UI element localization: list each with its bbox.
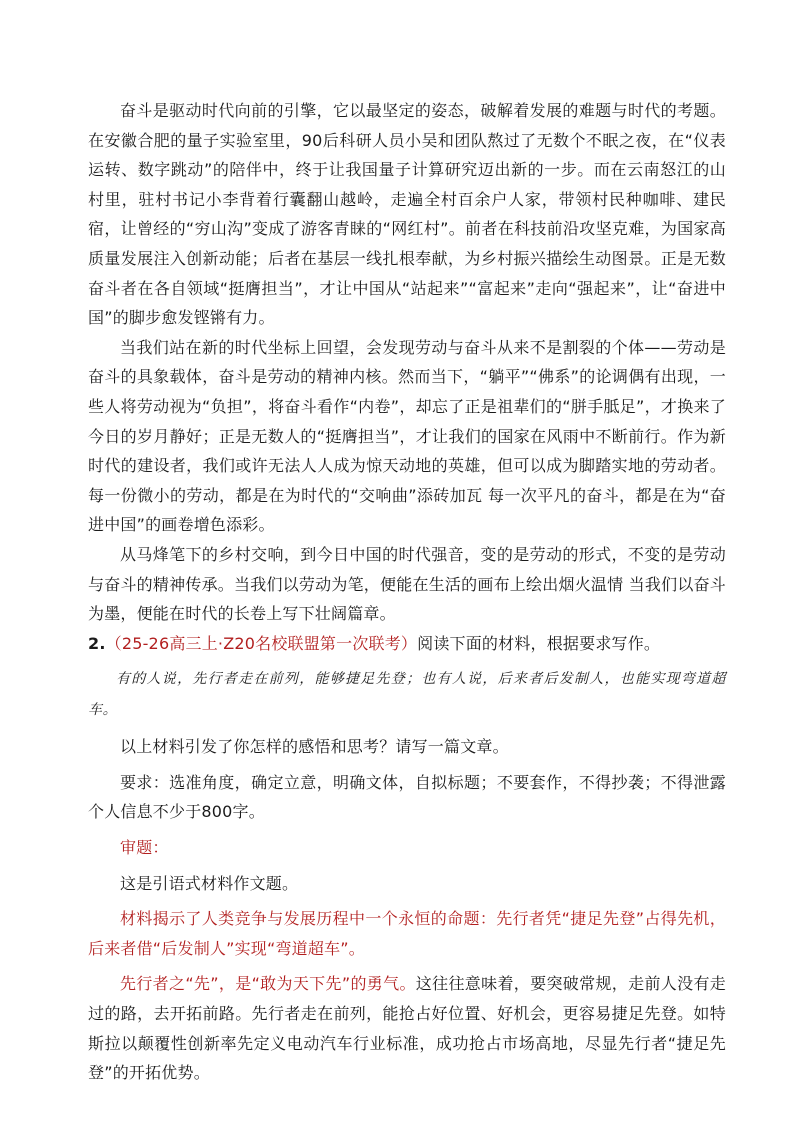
- analysis-paragraph-body: 这往往意味着，要突破常规，走前人没有走过的路，去开拓前路。先行者走在前列，能抢占好位置、好机会，更容易捷足先登。如特斯拉以颠覆性创新率先定义电动汽车行业标准，成功抢占市场高地，尽显先行者“捷足先登”的开拓优势。: [88, 974, 726, 1083]
- question-number: 2.: [88, 633, 106, 653]
- analysis-label: 审题：: [120, 838, 169, 858]
- question-material: 有的人说，先行者走在前列，能够捷足先登；也有人说，后来者后发制人，也能实现弯道超车。: [88, 671, 726, 719]
- question-prompt: 以上材料引发了你怎样的感悟和思考？请写一篇文章。: [120, 737, 509, 757]
- question-requirement: 要求：选准角度，确定立意，明确文体，自拟标题；不要套作，不得抄袭；不得泄露个人信息不少于800字。: [88, 772, 726, 822]
- essay-paragraph-1: 奋斗是驱动时代向前的引擎，它以最坚定的姿态，破解着发展的难题与时代的考题。在安徽合肥的量子实验室里，90后科研人员小吴和团队熬过了无数个不眠之夜，在“仪表运转、数字跳动”的陪伴中，终于让我国量子计算研究迈出新的一步。而在云南怒江的山村里，驻村书记小李背着行囊翻山越岭，走遍全村百余户人家，带领村民种咖啡、建民宿，让曾经的“穷山沟”变成了游客青睐的“网红村”。前者在科技前沿攻坚克难，为国家高质量发展注入创新动能；后者在基层一线扎根奉献，为乡村振兴描绘生动图景。正是无数奋斗者在各自领域“挺膺担当”，才让中国从“站起来”“富起来”走向“强起来”，让“奋进中国”的脚步愈发铿锵有力。: [88, 101, 726, 328]
- analysis-paragraph-lead: 先行者之“先”，是“敢为天下先”的勇气。: [120, 974, 416, 994]
- essay-paragraph-3: 从马烽笔下的乡村交响，到今日中国的时代强音，变的是劳动的形式，不变的是劳动与奋斗的精神传承。当我们以劳动为笔，便能在生活的画布上绘出烟火温情 当我们以奋斗为墨，便能在时代的长卷上写下壮阔篇章。: [88, 544, 726, 624]
- question-heading: [88, 629, 726, 659]
- essay-paragraph-2: 当我们站在新的时代坐标上回望，会发现劳动与奋斗从来不是割裂的个体——劳动是奋斗的具象载体，奋斗是劳动的精神内核。然而当下，“躺平”“佛系”的论调偶有出现，一些人将劳动视为“负担”，将奋斗看作“内卷”，却忘了正是祖辈们的“胼手胝足”，才换来了今日的岁月静好；正是无数人的“挺膺担当”，才让我们的国家在风雨中不断前行。作为新时代的建设者，我们或许无法人人成为惊天动地的英雄，但可以成为脚踏实地的劳动者。每一份微小的劳动，都是在为时代的“交响曲”添砖加瓦 每一次平凡的奋斗，都是在为“奋进中国”的画卷增色添彩。: [88, 337, 726, 535]
- analysis-type-line: 这是引语式材料作文题。: [120, 873, 299, 893]
- question-source: （25-26高三上·Z20名校联盟第一次联考）: [105, 633, 418, 653]
- question-instruction: 阅读下面的材料，根据要求写作。: [417, 633, 661, 653]
- analysis-paragraph: [88, 969, 726, 1087]
- page-content: [88, 96, 726, 1088]
- analysis-summary: 材料揭示了人类竞争与发展历程中一个永恒的命题：先行者凭“捷足先登”占得先机，后来者借“后发制人”实现“弯道超车”。: [88, 909, 726, 958]
